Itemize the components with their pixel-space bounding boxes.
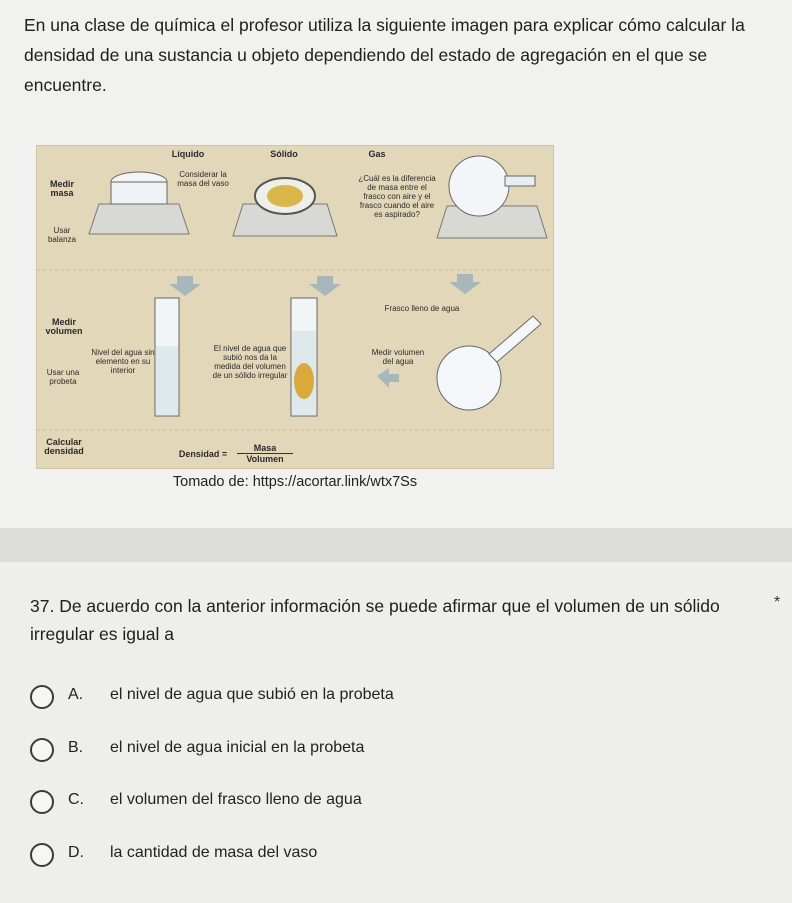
density-figure xyxy=(36,145,554,469)
col-solido: Sólido xyxy=(270,149,298,159)
option-letter: B. xyxy=(68,739,84,756)
formula-numerator: Masa xyxy=(237,444,293,454)
section-divider xyxy=(0,528,792,562)
option-letter: D. xyxy=(68,844,84,861)
option-letter: A. xyxy=(68,686,84,703)
note-frasco: Frasco lleno de agua xyxy=(384,304,460,313)
note-considerar: Considerar la masa del vaso xyxy=(177,170,229,188)
row-usar-probeta: Usar una probeta xyxy=(46,368,80,386)
note-nivel: Nivel del agua sin elemento en su interior xyxy=(91,348,155,375)
col-liquido: Líquido xyxy=(171,149,205,159)
row-calcular: Calcular densidad xyxy=(44,437,84,456)
formula-denominator: Volumen xyxy=(246,454,284,464)
radio-b[interactable] xyxy=(30,738,54,762)
intro-text: En una clase de química el profesor utiliza la siguiente imagen para explicar cómo calcular la densidad de una sustancia u objeto dependiendo del estado de agregación en el que se encuentre. xyxy=(24,15,745,95)
question-title: 37. De acuerdo con la anterior información se puede afirmar que el volumen de un sólido irregular es igual a xyxy=(30,596,720,644)
note-nivel-subio: El nivel de agua que subió nos da la medida del volumen de un sólido irregular xyxy=(212,344,288,380)
option-d[interactable] xyxy=(30,840,730,870)
question-card xyxy=(0,562,792,903)
radio-a[interactable] xyxy=(30,685,54,709)
flask-water xyxy=(437,316,541,410)
row-usar-balanza: Usar balanza xyxy=(47,226,77,244)
option-text: la cantidad de masa del vaso xyxy=(110,844,318,861)
option-letter: C. xyxy=(68,791,84,808)
option-text: el nivel de agua que subió en la probeta xyxy=(110,686,394,703)
option-text: el nivel de agua inicial en la probeta xyxy=(110,739,365,756)
col-gas: Gas xyxy=(368,149,386,159)
row-medir-masa: Medir masa xyxy=(49,179,74,198)
balance-gas xyxy=(437,156,547,238)
option-a[interactable] xyxy=(30,682,730,712)
option-text: el volumen del frasco lleno de agua xyxy=(110,791,362,808)
radio-d[interactable] xyxy=(30,843,54,867)
option-b[interactable] xyxy=(30,735,730,765)
cylinder-empty xyxy=(155,298,179,416)
figure-caption: Tomado de: https://acortar.link/wtx7Ss xyxy=(172,474,418,490)
note-gas-question: ¿Cuál es la diferencia de masa entre el frasco con aire y el frasco cuando el aire es aspirado? xyxy=(358,174,436,219)
balance-solid xyxy=(233,178,337,236)
note-medir-vol-agua: Medir volumen del agua xyxy=(371,348,425,366)
formula-label: Densidad = xyxy=(178,449,228,459)
option-c[interactable] xyxy=(30,787,730,817)
cylinder-with-solid xyxy=(291,298,317,416)
required-mark: * xyxy=(774,594,781,611)
density-illustration xyxy=(37,146,553,468)
radio-c[interactable] xyxy=(30,790,54,814)
row-medir-volumen: Medir volumen xyxy=(45,317,83,336)
